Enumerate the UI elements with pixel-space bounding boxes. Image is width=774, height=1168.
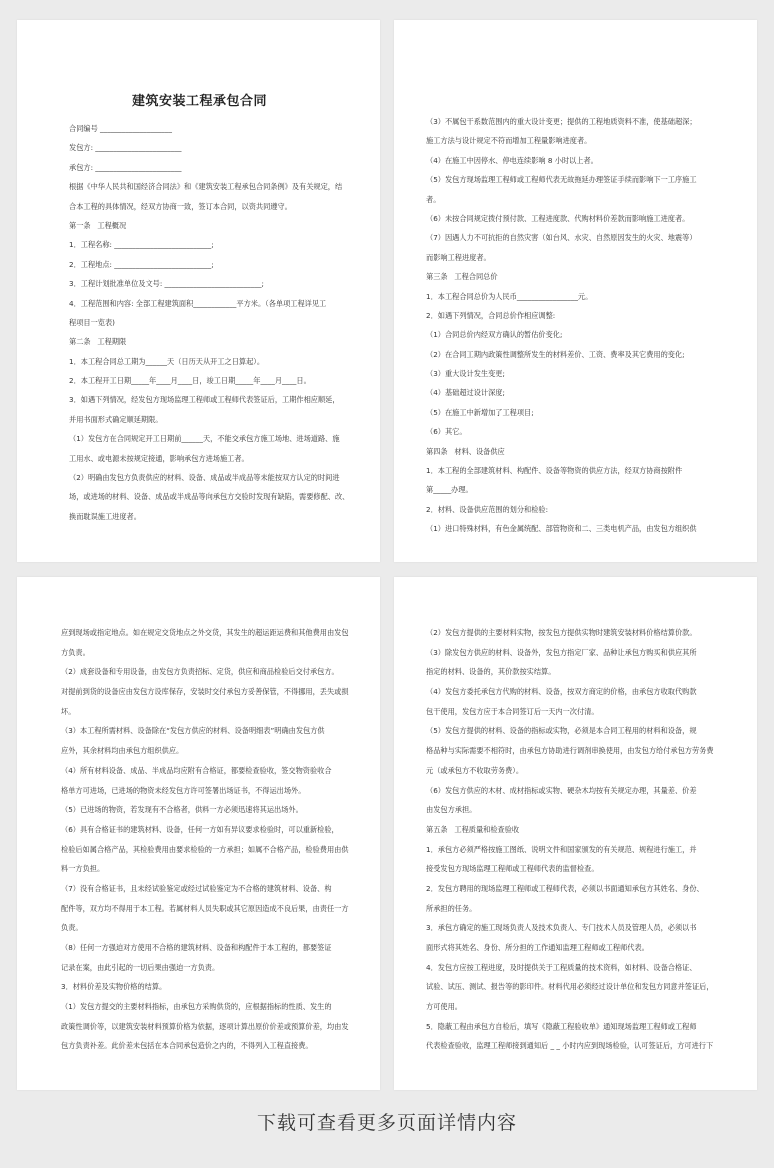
contract-text-line: 对提前到货的设备应由发包方设库保存，安装时交付承包方妥善保管，不得挪用，丢失或损	[61, 687, 349, 697]
contract-text-line: （4）发包方委托承包方代购的材料、设备，按双方商定的价格，由承包方收取代购款	[426, 687, 697, 697]
contract-text-line: 第一条 工程概况	[69, 220, 127, 230]
contract-text-line: 3．工程计划批准单位及文号: ___________________________;	[69, 279, 264, 289]
page-3-body	[61, 623, 354, 1056]
contract-text-line: 元（或承包方不收取劳务费）。	[426, 765, 524, 775]
contract-text-line: 2．工程地点: ___________________________;	[69, 259, 214, 269]
contract-text-line: （3）重大设计发生变更;	[426, 369, 505, 379]
contract-text-line: 3．承包方确定的施工现场负责人及技术负责人、专门技术人员及管理人员，必须以书	[426, 923, 697, 933]
contract-text-line: 而影响工程进度者。	[426, 252, 491, 262]
contract-text-line: 2．本工程开工日期_____年____月____日，竣工日期_____年____月____日。	[69, 376, 311, 386]
contract-text-line: 政策性调价等，以建筑安装材料预算价格为依据，逐项计算出原价价差或预算价差，均由发	[61, 1021, 349, 1031]
page-4-body	[426, 623, 731, 1056]
contract-text-line: 2．材料、设备供应范围的划分和检验:	[426, 504, 548, 514]
contract-text-line: 配件等，双方均不得用于本工程。若属材料人员失职或其它原因造成不良后果，由责任一方	[61, 903, 349, 913]
contract-text-line: 指定的材料、设备的，其价款按实结算。	[426, 667, 556, 677]
contract-text-line: 4．工程范围和内容: 全部工程建筑面积____________平方米。（各单项工程详见工	[69, 298, 327, 308]
contract-text-line: 发包方: ________________________	[69, 143, 182, 153]
contract-text-line: 格品种与实际需要不相符时，由承包方协助进行调剂串换使用，由发包方给付承包方劳务费	[426, 746, 714, 756]
contract-text-line: 2．发包方聘用的现场监理工程师或工程师代表，必须以书面通知承包方其姓名、身份、	[426, 883, 704, 893]
contract-text-line: 第二条 工程期限	[69, 337, 127, 347]
document-page-1	[17, 20, 380, 562]
contract-text-line: （5）发包方现场监理工程师或工程师代表无故拖延办理签证手续而影响下一工序施工	[426, 175, 697, 185]
contract-text-line: （7）没有合格证书，且未经试验鉴定或经过试验鉴定为不合格的建筑材料、设备、构	[61, 883, 332, 893]
contract-text-line: 换而耽误施工进度者。	[69, 511, 141, 521]
contract-text-line: 面形式将其姓名、身份、所分担的工作通知监理工程师或工程师代表。	[426, 943, 649, 952]
contract-text-line: （1）发包方提交的主要材料指标，由承包方采购供货的，应根据指标的性质、发生的	[61, 1002, 332, 1012]
contract-text-line: （8）任何一方强迫对方使用不合格的建筑材料、设备和构配件于本工程的，都要签证	[61, 943, 332, 952]
contract-text-line: 第五条 工程质量和检查验收	[426, 824, 520, 834]
contract-text-line: 接受发包方现场监理工程师或工程师代表的监督检查。	[426, 864, 599, 874]
contract-text-line: 料一方负担。	[61, 864, 105, 874]
page-2-body	[426, 112, 731, 539]
contract-text-line: （6）发包方供应的木材、成材指标或实物、硬杂木均按有关规定办理，其量差、价差	[426, 785, 697, 795]
contract-text-line: 根据《中华人民共和国经济合同法》和《建筑安装工程承包合同条例》及有关规定，结	[69, 182, 343, 192]
contract-text-line: 工用水、或电源未按规定接通，影响承包方进场施工者。	[69, 453, 249, 463]
contract-text-line: 包干使用，发包方应于本合同签订后一天内一次付清。	[426, 706, 599, 716]
contract-text-line: 并用书面形式确定顺延期限。	[69, 414, 163, 424]
document-page-2	[394, 20, 757, 562]
contract-text-line: 第_____办理。	[426, 485, 473, 495]
contract-text-line: 方可使用。	[426, 1002, 462, 1012]
contract-text-line: 1．承包方必须严格按施工图纸、说明文件和国家颁发的有关规范、规程进行施工，并	[426, 844, 697, 854]
contract-text-line: 3．材料价差及实物价格的结算。	[61, 982, 167, 992]
contract-text-line: （2）发包方提供的主要材料实物，按发包方提供实物时建筑安装材料价格结算价款。	[426, 628, 697, 637]
contract-text-line: （4）在施工中因停水、停电连续影响 8 小时以上者。	[426, 155, 598, 165]
contract-text-line: 4．发包方应按工程进度，及时提供关于工程质量的技术资料，如材料、设备合格证、	[426, 962, 697, 972]
contract-text-line: 应外，其余材料均由承包方组织供应。	[61, 746, 184, 756]
contract-text-line: （1）发包方在合同规定开工日期前______天，不能交承包方施工场地、进场道路、施	[69, 434, 340, 444]
contract-text-line: 记录在案，由此引起的一切后果由强迫一方负责。	[61, 962, 220, 972]
contract-text-line: （1）合同总价内经双方确认的暂估价变化;	[426, 330, 563, 340]
contract-text-line: （3）本工程所需材料、设备除在“发包方供应的材料、设备明细表”明确由发包方供	[61, 726, 325, 736]
contract-text-line: （5）在施工中新增加了工程项目;	[426, 407, 534, 417]
contract-text-line: 包方负责补差。此价差未包括在本合同承包造价之内的，不得列入工程直接费。	[61, 1041, 313, 1051]
download-more-footer[interactable]: 下载可查看更多页面详情内容	[256, 1112, 517, 1134]
contract-text-line: 负责。	[61, 923, 83, 933]
contract-text-line: 1．本工程的全部建筑材料、构配件、设备等物资的供应方法，经双方协商按附件	[426, 466, 683, 476]
contract-text-line: 2．如遇下列情况，合同总价作相应调整:	[426, 310, 556, 320]
contract-text-line: 格单方可进场，已进场的物资未经发包方许可签署出场证书，不得运出场外。	[61, 785, 306, 795]
contract-text-line: （5）已进场的物资，若发现有不合格者，供料一方必须迅速将其运出场外。	[61, 805, 303, 815]
contract-text-line: 场，或进场的材料、设备、成品或半成品等向承包方交验时发现有缺陷，需要修配、改、	[69, 492, 350, 502]
contract-text-line: 试验、试压、测试、报告等的影印件。材料代用必须经过设计单位和发包方同意并签证后，	[426, 982, 714, 992]
contract-text-line: 第四条 材料、设备供应	[426, 446, 505, 456]
contract-text-line: 程项目一览表)	[69, 317, 115, 327]
contract-text-line: （3）除发包方供应的材料、设备外，发包方指定厂家、品种让承包方购买和供应其所	[426, 647, 697, 657]
contract-text-line: （1）进口特殊材料，有色金属统配、部管物资和二、三类电机产品，由发包方组织供	[426, 524, 697, 534]
contract-text-line: 应到现场或指定地点。如在规定交货地点之外交货，其发生的超运距运费和其他费用由发包	[61, 628, 349, 637]
contract-text-line: 5．隐蔽工程由承包方自检后，填写《隐蔽工程验收单》通知现场监理工程师或工程师	[426, 1021, 697, 1031]
contract-text-line: 由发包方承担。	[426, 805, 477, 815]
contract-text-line: （2）明确由发包方负责供应的材料、设备、成品或半成品等未能按双方认定的时间进	[69, 473, 340, 483]
contract-text-line: （6）其它。	[426, 427, 467, 437]
contract-text-line: （4）基础超过设计深度;	[426, 388, 505, 398]
contract-text-line: （5）发包方提供的材料、设备的指标或实物，必须是本合同工程用的材料和设备，规	[426, 726, 697, 736]
contract-text-line: 坏。	[61, 706, 76, 716]
contract-text-line: 者。	[426, 194, 441, 204]
page-1-body	[69, 119, 352, 526]
document-page-3	[17, 577, 380, 1090]
contract-text-line: 1．本工程合同总价为人民币_________________元。	[426, 291, 593, 301]
contract-text-line: 施工方法与设计规定不符而增加工程量影响进度者。	[426, 136, 592, 146]
contract-text-line: 承包方: ________________________	[69, 162, 182, 172]
contract-text-line: 3．如遇下列情况，经发包方现场监理工程师或工程师代表签证后，工期作相应顺延，	[69, 395, 340, 405]
contract-text-line: 方负责。	[61, 647, 90, 657]
contract-text-line: （3）不属包干系数范围内的重大设计变更；提供的工程地质资料不准，使基础超深；	[426, 117, 697, 126]
contract-title: 建筑安装工程承包合同	[131, 94, 267, 109]
contract-text-line: 第三条 工程合同总价	[426, 272, 498, 282]
contract-text-line: （6）未按合同规定拨付预付款、工程进度款、代购材料价差款而影响施工进度者。	[426, 213, 690, 223]
contract-text-line: 代表检查验收，监理工程师接到通知后 _ _ 小时内应到现场检验，认可签证后，方可进行下	[426, 1041, 714, 1051]
contract-text-line: （4）所有材料设备、成品、半成品均应附有合格证，都要检查验收，签交物资验收合	[61, 765, 332, 775]
contract-text-line: 检验后如属合格产品，其检验费用由要求检验的一方承担；如属不合格产品，检验费用由供	[61, 844, 349, 854]
contract-text-line: 1．工程名称: ___________________________;	[69, 240, 214, 250]
contract-text-line: （2）在合同工期内政策性调整所发生的材料差价、工资、费率及其它费用的变化;	[426, 349, 685, 359]
contract-text-line: （2）成套设备和专用设备，由发包方负责招标、定货，供应和商品检验后交付承包方。	[61, 667, 339, 677]
contract-text-line: 1．本工程合同总工期为______天（日历天从开工之日算起）。	[69, 356, 265, 366]
contract-text-line: （7）因遇人力不可抗拒的自然灾害（如台风、水灾、自然原因发生的火灾、地震等）	[426, 233, 697, 243]
document-page-4	[394, 577, 757, 1090]
contract-text-line: 合同编号 ____________________	[69, 124, 172, 133]
contract-text-line: 所承担的任务。	[426, 903, 477, 913]
contract-text-line: （6）具有合格证书的建筑材料、设备，任何一方如有异议要求检验时，可以重新检验，	[61, 824, 339, 834]
contract-text-line: 合本工程的具体情况，经双方协商一致，签订本合同，以资共同遵守。	[69, 201, 292, 211]
